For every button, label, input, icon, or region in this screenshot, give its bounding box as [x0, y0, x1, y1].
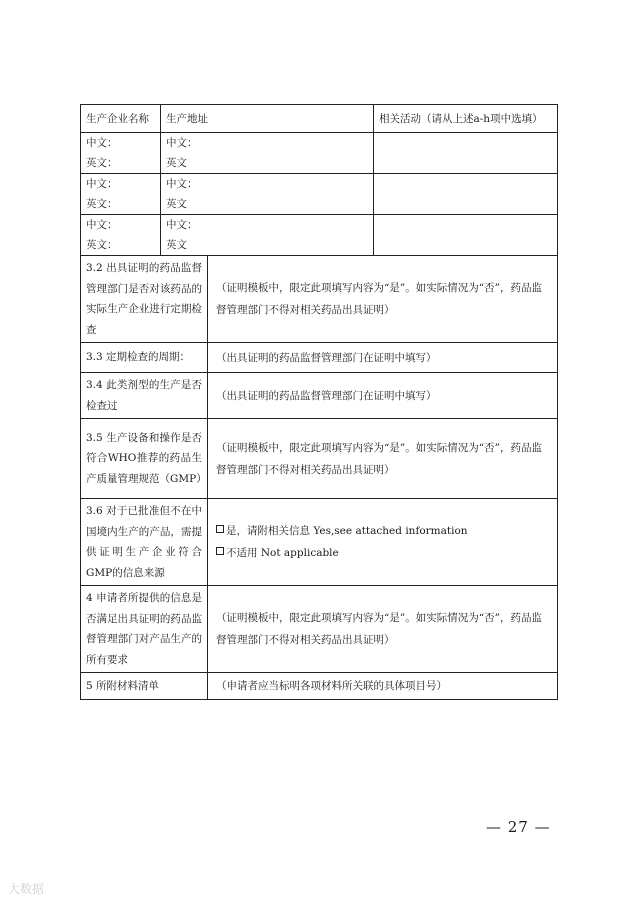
addr-cn-label: 中文：: [166, 219, 198, 231]
question-cell: 3.5 生产设备和操作是否符合WHO推荐的药品生产质量管理规范（GMP）: [81, 419, 208, 499]
question-row: [81, 586, 558, 673]
answer-cell: （申请者应当标明各项材料所关联的具体项目号）: [208, 673, 558, 700]
activity-cell: [374, 215, 558, 256]
question-row: [81, 499, 558, 586]
en-label: 英文：: [86, 198, 118, 210]
addr-en-label: 英文: [166, 239, 187, 251]
option-yes[interactable]: [216, 520, 552, 542]
activity-cell: [374, 174, 558, 215]
header-address: 生产地址: [161, 105, 374, 133]
manufacturer-row: [81, 133, 558, 174]
checkbox-icon[interactable]: [216, 547, 224, 555]
option-not-applicable[interactable]: [216, 542, 552, 564]
addr-en-label: 英文: [166, 198, 187, 210]
question-cell: 3.4 此类剂型的生产是否检查过: [81, 373, 208, 419]
question-row: [81, 419, 558, 499]
address-cell: [161, 215, 374, 256]
question-cell: 3.3 定期检查的周期：: [81, 343, 208, 373]
addr-en-label: 英文: [166, 157, 187, 169]
question-cell: 3.2 出具证明的药品监督管理部门是否对该药品的实际生产企业进行定期检查: [81, 256, 208, 343]
header-company-name: 生产企业名称: [81, 105, 161, 133]
table-header-row: [81, 105, 558, 133]
question-cell: 3.6 对于已批准但不在中国境内生产的产品，需提供证明生产企业符合GMP的信息来源: [81, 499, 208, 586]
page-number: — 27 —: [486, 818, 551, 836]
questions-table: [80, 255, 558, 700]
manufacturer-row: [81, 215, 558, 256]
company-name-cell: [81, 133, 161, 174]
manufacturer-table: [80, 104, 558, 256]
addr-cn-label: 中文：: [166, 178, 198, 190]
answer-cell: （证明模板中，限定此项填写内容为“是”。如实际情况为“否”，药品监督管理部门不得对相关药品出具证明）: [208, 586, 558, 673]
question-cell: 4 申请者所提供的信息是否满足出具证明的药品监督管理部门对产品生产的所有要求: [81, 586, 208, 673]
option-yes-label: 是，请附相关信息 Yes,see attached information: [226, 525, 468, 537]
question-row: [81, 256, 558, 343]
cn-label: 中文：: [86, 219, 118, 231]
answer-cell: （出具证明的药品监督管理部门在证明中填写）: [208, 343, 558, 373]
activity-cell: [374, 133, 558, 174]
en-label: 英文：: [86, 157, 118, 169]
header-activity: 相关活动（请从上述a-h项中选填）: [374, 105, 558, 133]
watermark: 大数据: [8, 882, 45, 896]
addr-cn-label: 中文：: [166, 137, 198, 149]
option-na-label: 不适用 Not applicable: [226, 547, 339, 559]
cn-label: 中文：: [86, 137, 118, 149]
company-name-cell: [81, 174, 161, 215]
en-label: 英文：: [86, 239, 118, 251]
address-cell: [161, 174, 374, 215]
question-cell: 5 所附材料清单: [81, 673, 208, 700]
address-cell: [161, 133, 374, 174]
question-row: [81, 343, 558, 373]
answer-cell: （出具证明的药品监督管理部门在证明中填写）: [208, 373, 558, 419]
cn-label: 中文：: [86, 178, 118, 190]
question-row: [81, 673, 558, 700]
checkbox-icon[interactable]: [216, 525, 224, 533]
question-row: [81, 373, 558, 419]
company-name-cell: [81, 215, 161, 256]
answer-cell: [208, 499, 558, 586]
answer-cell: （证明模板中，限定此项填写内容为“是”。如实际情况为“否”，药品监督管理部门不得对相关药品出具证明）: [208, 256, 558, 343]
manufacturer-row: [81, 174, 558, 215]
answer-cell: （证明模板中，限定此项填写内容为“是”。如实际情况为“否”，药品监督管理部门不得对相关药品出具证明）: [208, 419, 558, 499]
